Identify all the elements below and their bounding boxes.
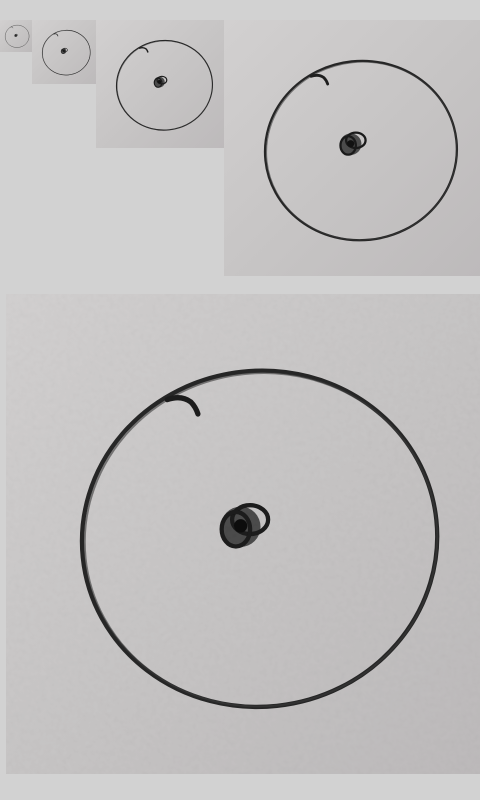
- thumbnail-256[interactable]: [224, 20, 480, 276]
- pen-circle-drawing-icon: [96, 20, 224, 148]
- pen-circle-drawing-icon: [6, 294, 480, 774]
- thumbnail-32[interactable]: [0, 20, 32, 52]
- thumbnail-128[interactable]: [96, 20, 224, 148]
- thumbnail-64[interactable]: [32, 20, 96, 84]
- pen-circle-drawing-icon: [224, 20, 480, 276]
- pen-circle-drawing-icon: [32, 20, 96, 84]
- pen-circle-drawing-icon: [0, 20, 32, 52]
- preview-image: [6, 294, 480, 774]
